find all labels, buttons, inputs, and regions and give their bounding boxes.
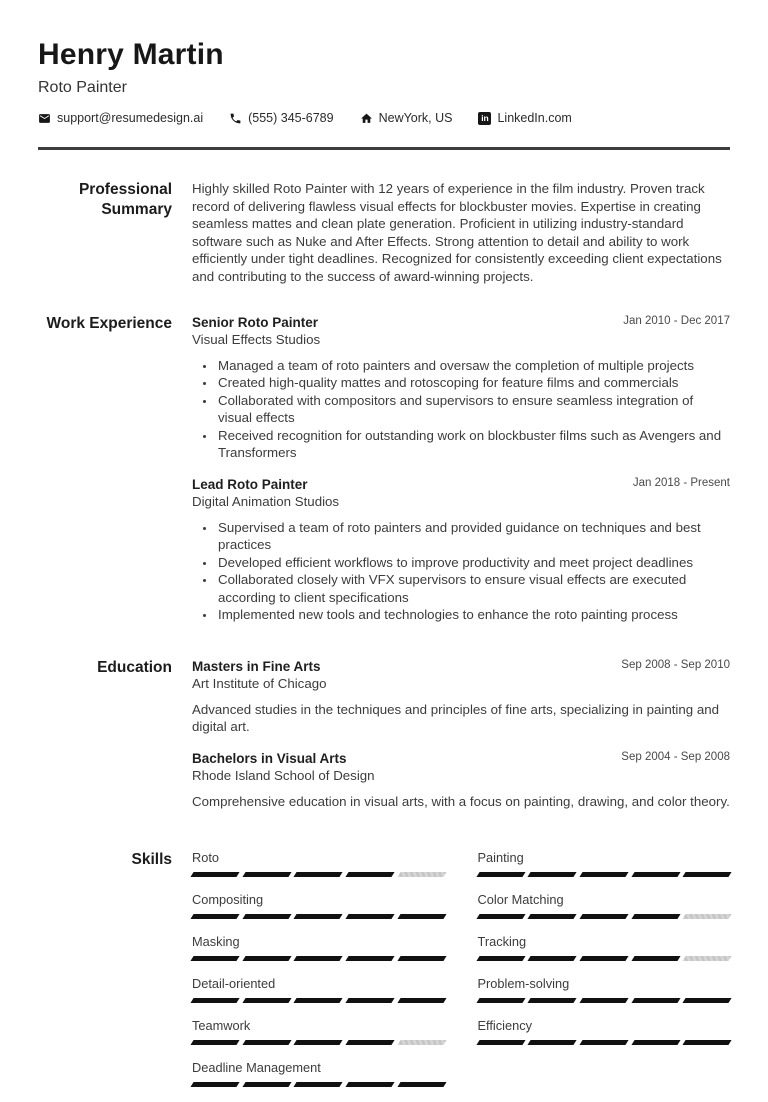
experience-entries (192, 314, 730, 624)
skill-bar-segment (397, 1082, 446, 1087)
job-company: Digital Animation Studios (192, 494, 340, 510)
job-bullet: • Created high-quality mattes and rotoscoping for feature films and commercials (216, 374, 730, 392)
skill-bar-segment (528, 956, 577, 961)
contact-location-text: NewYork, US (378, 111, 453, 125)
skill-bar (478, 956, 731, 961)
skill-bar-segment (579, 956, 628, 961)
degree-title: Masters in Fine Arts (192, 658, 321, 674)
skill-item (192, 976, 445, 1003)
contact-linkedin (478, 111, 571, 125)
job-entry-head (192, 314, 730, 349)
linkedin-icon: in (478, 112, 491, 125)
skill-item (478, 934, 731, 961)
skill-bar (192, 914, 445, 919)
skill-bar-segment (683, 998, 732, 1003)
skill-name: Teamwork (192, 1018, 251, 1034)
skill-bar-segment (346, 1082, 395, 1087)
skill-bar-segment (190, 998, 239, 1003)
skill-item (478, 850, 731, 877)
summary-text: Highly skilled Roto Painter with 12 years of experience in the film industry. Proven track record of delivering flawless visual effects for blockbuster movies. Expertise in creating seamless mattes and clean plate generation. Proficient in utilizing industry-standard software such as Nuke and After Effects. Strong attention to detail and ability to work efficiently under tight deadlines. Recognized for consistently exceeding client expectations and contributing to the success of award-winning projects. (192, 181, 722, 284)
skill-bar-segment (294, 1040, 343, 1045)
contact-row (38, 111, 730, 125)
skill-bar-segment (294, 956, 343, 961)
job-bullet: • Collaborated closely with VFX supervisors to ensure visual effects are executed according to client specifications (216, 571, 730, 606)
skill-item (192, 934, 445, 961)
job-bullet: • Collaborated with compositors and supervisors to ensure seamless integration of visual effects (216, 392, 730, 427)
skill-bar-segment (397, 956, 446, 961)
skill-bar-segment (397, 1040, 446, 1045)
job-entry (192, 314, 730, 462)
skill-bar-segment (346, 914, 395, 919)
skill-item (478, 892, 731, 919)
header-divider (38, 147, 730, 150)
degree-description: Comprehensive education in visual arts, with a focus on painting, drawing, and color theory. (192, 793, 730, 809)
skill-bar-segment (476, 1040, 525, 1045)
skill-bar (192, 998, 445, 1003)
degree-school: Rhode Island School of Design (192, 768, 375, 784)
skill-name: Detail-oriented (192, 976, 276, 992)
skill-bar-segment (242, 1082, 291, 1087)
skills-right-column (478, 850, 731, 1102)
skill-bar-segment (346, 872, 395, 877)
candidate-job-title: Roto Painter (38, 79, 127, 96)
contact-email-text: support@resumedesign.ai (57, 111, 204, 125)
job-entry-head (192, 476, 730, 511)
skill-bar-segment (476, 914, 525, 919)
section-professional-summary (38, 180, 730, 286)
skill-bar (478, 872, 731, 877)
skill-bar-segment (190, 1082, 239, 1087)
skill-bar-segment (242, 914, 291, 919)
skill-bar-segment (294, 998, 343, 1003)
skill-bar-segment (579, 914, 628, 919)
home-icon (360, 112, 373, 125)
skill-name: Problem-solving (477, 976, 570, 992)
degree-entry-head (192, 658, 730, 693)
skill-name: Efficiency (477, 1018, 533, 1034)
skill-bar-segment (397, 998, 446, 1003)
skill-bar-segment (683, 1040, 732, 1045)
skill-item (192, 892, 445, 919)
skill-bar-segment (683, 914, 732, 919)
job-bullet: • Implemented new tools and technologies to enhance the roto painting process (216, 606, 730, 624)
skill-bar-segment (397, 914, 446, 919)
skill-bar-segment (631, 872, 680, 877)
skill-name: Roto (192, 850, 220, 866)
skill-bar-segment (631, 1040, 680, 1045)
skills-grid (192, 850, 730, 1102)
degree-title: Bachelors in Visual Arts (192, 750, 347, 766)
skill-bar-segment (346, 956, 395, 961)
skill-bar-segment (190, 872, 239, 877)
skill-bar-segment (346, 1040, 395, 1045)
skill-bar-segment (579, 1040, 628, 1045)
skill-bar-segment (579, 998, 628, 1003)
skill-bar-segment (190, 956, 239, 961)
skill-bar-segment (242, 956, 291, 961)
contact-email (38, 111, 203, 125)
skill-bar-segment (683, 872, 732, 877)
skill-name: Color Matching (477, 892, 564, 908)
job-title-text: Lead Roto Painter (192, 476, 308, 492)
skill-bar-segment (476, 956, 525, 961)
skill-bar-segment (294, 1082, 343, 1087)
degree-description: Advanced studies in the techniques and principles of fine arts, specializing in painting and digital art. (192, 701, 720, 735)
section-label-skills: Skills (131, 851, 172, 869)
skill-bar-segment (579, 872, 628, 877)
job-entry (192, 476, 730, 624)
degree-school: Art Institute of Chicago (192, 676, 327, 692)
skill-bar-segment (190, 1040, 239, 1045)
skill-bar-segment (528, 914, 577, 919)
skill-bar (192, 1082, 445, 1087)
degree-entry (192, 750, 730, 811)
skill-bar-segment (528, 872, 577, 877)
skill-bar-segment (294, 872, 343, 877)
job-company: Visual Effects Studios (192, 332, 321, 348)
skill-bar-segment (397, 872, 446, 877)
section-work-experience (38, 314, 730, 624)
job-bullet: • Received recognition for outstanding work on blockbuster films such as Avengers and Transformers (216, 427, 730, 462)
education-entries (192, 658, 730, 811)
resume-header (38, 38, 730, 150)
job-bullet: • Managed a team of roto painters and oversaw the completion of multiple projects (216, 357, 730, 375)
email-icon (38, 112, 51, 125)
skill-bar (478, 998, 731, 1003)
skill-bar-segment (476, 998, 525, 1003)
skills-left-column (192, 850, 445, 1102)
degree-dates: Sep 2008 - Sep 2010 (621, 658, 730, 671)
candidate-name: Henry Martin (38, 38, 224, 71)
contact-linkedin-text: LinkedIn.com (497, 111, 572, 125)
degree-entry (192, 658, 730, 736)
skill-item (478, 976, 731, 1003)
job-dates: Jan 2018 - Present (632, 476, 730, 489)
degree-entry-head (192, 750, 730, 785)
skill-name: Masking (192, 934, 240, 950)
section-education (38, 658, 730, 811)
skill-item (192, 1018, 445, 1045)
skill-bar-segment (242, 872, 291, 877)
skill-bar-segment (242, 998, 291, 1003)
contact-phone (229, 111, 333, 125)
skill-bar (192, 872, 445, 877)
contact-location (360, 111, 453, 125)
skill-bar-segment (631, 956, 680, 961)
job-bullet-list (192, 519, 730, 624)
job-bullet-list (192, 357, 730, 462)
skill-bar (192, 1040, 445, 1045)
skill-name: Compositing (192, 892, 264, 908)
skill-item (192, 850, 445, 877)
skill-bar-segment (528, 1040, 577, 1045)
job-title-text: Senior Roto Painter (192, 314, 319, 330)
skill-bar-segment (683, 956, 732, 961)
skill-bar-segment (631, 914, 680, 919)
job-bullet: • Developed efficient workflows to improve productivity and meet project deadlines (216, 554, 730, 572)
contact-phone-text: (555) 345-6789 (248, 111, 334, 125)
section-label-summary: Professional Summary (78, 181, 172, 218)
skill-bar-segment (528, 998, 577, 1003)
job-dates: Jan 2010 - Dec 2017 (623, 314, 730, 327)
skill-name: Tracking (477, 934, 527, 950)
section-label-education: Education (97, 658, 172, 676)
skill-bar-segment (242, 1040, 291, 1045)
skill-bar-segment (476, 872, 525, 877)
skill-item (192, 1060, 445, 1087)
section-label-experience: Work Experience (46, 314, 172, 332)
skill-name: Deadline Management (192, 1060, 321, 1076)
section-skills (38, 850, 730, 1102)
degree-dates: Sep 2004 - Sep 2008 (621, 750, 730, 763)
skill-bar (478, 914, 731, 919)
job-bullet: • Supervised a team of roto painters and provided guidance on techniques and best practices (216, 519, 730, 554)
skill-bar (478, 1040, 731, 1045)
skill-bar (192, 956, 445, 961)
skill-bar-segment (631, 998, 680, 1003)
skill-bar-segment (294, 914, 343, 919)
phone-icon (229, 112, 242, 125)
skill-bar-segment (190, 914, 239, 919)
skill-name: Painting (477, 850, 524, 866)
skill-bar-segment (346, 998, 395, 1003)
skill-item (478, 1018, 731, 1045)
